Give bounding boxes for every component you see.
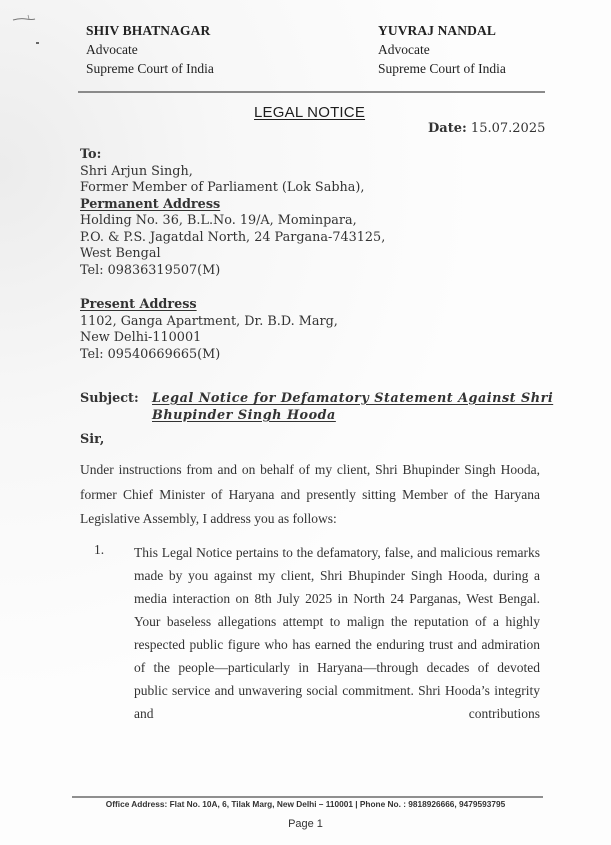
date-value: 15.07.2025 <box>470 121 546 136</box>
document-date <box>428 121 545 136</box>
salutation: Sir, <box>80 432 105 447</box>
recipient-name: Shri Arjun Singh, <box>80 163 193 179</box>
date-label: Date: <box>428 121 467 136</box>
intro-paragraph: Under instructions from and on behalf of my client, Shri Bhupinder Singh Hooda, former Chief Minister of Haryana and presently sitting Member of the Haryana Legislative Assembly, I address you as follows: <box>80 462 540 526</box>
footer-divider <box>72 796 543 798</box>
footer-office-address: Office Address: Flat No. 10A, 6, Tilak Marg, New Delhi – 110001 | Phone No. : 9818926666, 9479593795 <box>105 799 506 809</box>
page-number: Page 1 <box>288 818 323 830</box>
permanent-address-heading: Permanent Address <box>80 196 221 212</box>
recipient-block <box>80 147 385 279</box>
subject-text: Legal Notice for Defamatory Statement Against Shri Bhupinder Singh Hooda <box>152 391 554 423</box>
advocate-right-court: Supreme Court of India <box>378 61 506 76</box>
present-address-line: New Delhi-110001 <box>80 330 202 345</box>
to-label: To: <box>80 147 102 162</box>
item-text: This Legal Notice pertains to the defamatory, false, and malicious remarks made by you against my client, Shri Bhupinder Singh Hooda, during a media interaction on 8th July 2025 in North 24 Parganas, West Bengal. Your baseless allegations attempt to malign the reputation of a highly respected public figure who has earned the enduring trust and admiration of the people—particularly in Haryana—through decades of devoted public service and unwavering social commitment. Shri Hooda’s integrity and contributions <box>134 545 540 721</box>
advocate-left-court: Supreme Court of India <box>86 61 214 76</box>
present-address-line: 1102, Ganga Apartment, Dr. B.D. Marg, <box>80 313 338 329</box>
pen-mark-icon <box>12 14 36 22</box>
recipient-designation: Former Member of Parliament (Lok Sabha), <box>80 180 365 195</box>
permanent-address-phone: Tel: 09836319507(M) <box>80 262 221 278</box>
permanent-address-line: West Bengal <box>80 246 161 261</box>
letterhead-divider <box>78 91 545 93</box>
advocate-left-name: SHIV BHATNAGAR <box>86 23 211 38</box>
present-address-phone: Tel: 09540669665(M) <box>80 346 221 362</box>
advocate-left-title: Advocate <box>86 42 138 57</box>
item-number: 1. <box>94 542 105 557</box>
subject-label: Subject: <box>80 391 139 406</box>
document-title: LEGAL NOTICE <box>254 104 366 121</box>
advocate-right-title: Advocate <box>378 42 430 57</box>
advocate-right <box>378 21 506 78</box>
present-address-block <box>80 297 338 363</box>
present-address-heading: Present Address <box>80 297 197 312</box>
advocate-left <box>86 21 214 78</box>
permanent-address-line: P.O. & P.S. Jagatdal North, 24 Pargana-743125, <box>80 229 386 245</box>
ink-dot <box>36 42 39 44</box>
advocate-right-name: YUVRAJ NANDAL <box>378 23 496 38</box>
permanent-address-line: Holding No. 36, B.L.No. 19/A, Mominpara, <box>80 213 357 228</box>
